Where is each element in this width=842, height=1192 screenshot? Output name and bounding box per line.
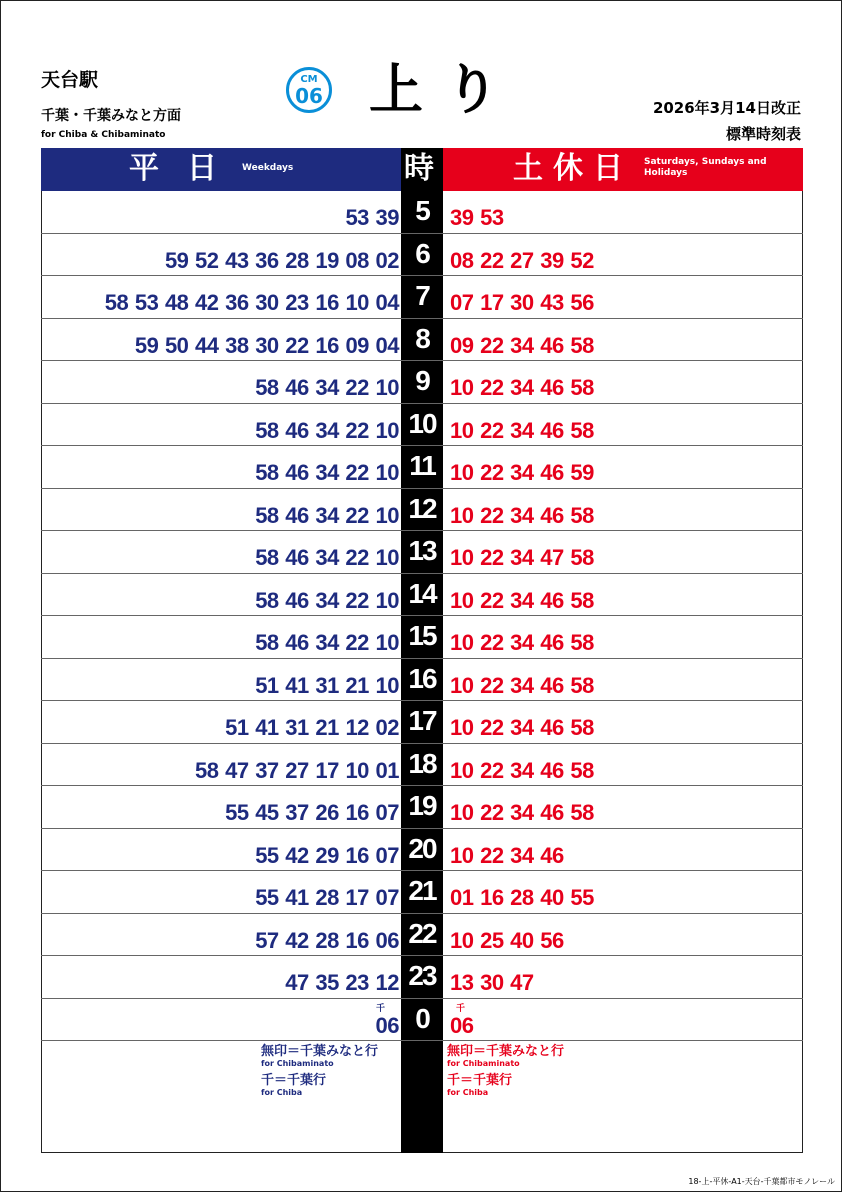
station-number-badge [286,67,332,113]
table-kind: 標準時刻表 [725,125,801,143]
weekday-minutes: 58 46 34 22 10 [255,375,399,400]
table-row [41,531,803,574]
table-row [41,361,803,404]
table-row [41,574,803,617]
table-row [41,829,803,872]
holiday-minutes: 10 22 34 46 58 [450,587,594,613]
direction-label-en: for Chiba & Chibaminato [41,130,166,140]
holiday-minutes: 10 22 34 46 58 [450,672,594,698]
hour-label: 23 [408,960,436,991]
hour-label: 7 [415,280,429,311]
weekday-minutes: 47 35 23 12 [285,970,399,995]
table-row [41,404,803,447]
table-row [41,914,803,957]
holiday-minutes: 07 17 30 43 56 [450,290,594,315]
hour-label: 0 [415,1002,429,1034]
table-row [41,616,803,659]
hour-header-label: 時 [404,151,434,186]
legend-chiba: 千＝千葉行 [447,1073,513,1088]
direction-label: 千葉・千葉みなと方面 [41,108,181,124]
legend-chiba-en: for Chiba [447,1088,489,1097]
holiday-minutes: 09 22 34 46 58 [450,332,594,358]
revision-date: 2026年3月14日改正 [652,99,801,117]
hour-label: 13 [408,535,436,566]
weekday-minutes: 51 41 31 21 12 02 [225,715,399,740]
table-row [41,191,803,234]
weekday-minutes: 55 42 29 16 07 [255,842,399,868]
hour-label: 14 [408,577,436,609]
holiday-minutes: 10 22 34 46 58 [450,375,594,400]
hour-label: 5 [415,195,429,226]
holiday-destination-mark: 千 [456,1003,466,1014]
table-row [41,234,803,277]
weekday-destination-mark: 千 [375,1003,385,1014]
hour-label: 18 [408,747,436,779]
holiday-minutes: 10 22 34 46 58 [450,502,594,528]
hour-label: 16 [408,662,436,694]
holiday-minutes: 10 22 34 46 58 [450,417,594,443]
legend-chiba: 千＝千葉行 [261,1073,327,1088]
holiday-minutes: 39 53 [450,205,504,230]
weekday-header-label: 平日 [129,151,245,186]
table-row [41,319,803,362]
holiday-header-label: 土休日 [513,151,633,186]
hour-label: 19 [408,790,436,821]
table-row [41,446,803,489]
holiday-minutes: 10 22 34 46 [450,842,564,868]
table-row [41,956,803,999]
weekday-minutes: 58 46 34 22 10 [255,502,399,528]
holiday-legend [447,1044,564,1102]
holiday-minutes: 13 30 47 [450,970,534,995]
hour-label: 20 [408,832,436,864]
hour-header [401,148,443,191]
holiday-minutes: 10 22 34 46 59 [450,460,594,485]
holiday-header-label-en: Saturdays, Sundays and Holidays [644,157,767,178]
weekday-minutes: 58 46 34 22 10 [255,545,399,570]
hour-label: 21 [408,875,436,906]
weekday-minutes: 58 46 34 22 10 [255,417,399,443]
station-number: 06 [295,84,323,108]
row-divider [41,1040,803,1041]
table-row [41,786,803,829]
hour-label: 8 [415,322,429,354]
hour-label: 11 [409,450,435,481]
hour-label: 15 [408,620,436,651]
legend-chiba-en: for Chiba [261,1088,303,1097]
weekday-minutes: 58 46 34 22 10 [255,460,399,485]
table-row [41,489,803,532]
table-row [41,999,803,1042]
hour-label: 6 [415,237,429,269]
holiday-minutes: 06 [450,1012,474,1038]
weekday-minutes: 58 46 34 22 10 [255,630,399,655]
footer-code: 18-上-平休-A1-天台-千葉都市モノレール [688,1177,835,1186]
weekday-minutes: 59 50 44 38 30 22 16 09 04 [134,332,399,358]
weekday-header [41,148,401,191]
holiday-minutes: 01 16 28 40 55 [450,885,594,910]
weekday-minutes: 57 42 28 16 06 [255,927,399,953]
legend-unmarked: 無印＝千葉みなと行 [261,1044,379,1059]
legend-unmarked-en: for Chibaminato [447,1059,520,1068]
holiday-minutes: 10 22 34 47 58 [450,545,594,570]
table-row [41,744,803,787]
hour-label: 22 [408,917,436,949]
weekday-minutes: 58 53 48 42 36 30 23 16 10 04 [104,290,399,315]
holiday-minutes: 10 22 34 46 58 [450,715,594,740]
legend-unmarked-en: for Chibaminato [261,1059,334,1068]
weekday-minutes: 51 41 31 21 10 [255,672,399,698]
hour-label: 17 [408,705,436,736]
weekday-header-label-en: Weekdays [242,163,294,173]
table-row [41,276,803,319]
weekday-minutes: 55 41 28 17 07 [255,885,399,910]
hour-label: 9 [415,365,429,396]
weekday-minutes: 58 47 37 27 17 10 01 [195,757,399,783]
weekday-minutes: 59 52 43 36 28 19 08 02 [164,247,399,273]
weekday-minutes: 58 46 34 22 10 [255,587,399,613]
holiday-minutes: 10 25 40 56 [450,927,564,953]
holiday-minutes: 10 22 34 46 58 [450,757,594,783]
weekday-legend [261,1044,378,1102]
holiday-minutes: 08 22 27 39 52 [450,247,594,273]
line-code: CM [300,74,318,85]
table-row [41,659,803,702]
holiday-minutes: 10 22 34 46 58 [450,800,594,825]
table-row [41,701,803,744]
bound-title: 上り [369,58,521,121]
hour-label: 10 [408,407,436,439]
table-row [41,871,803,914]
holiday-header [443,148,803,191]
weekday-minutes: 55 45 37 26 16 07 [225,800,399,825]
legend-unmarked: 無印＝千葉みなと行 [447,1044,565,1059]
weekday-minutes: 06 [375,1012,399,1038]
holiday-minutes: 10 22 34 46 58 [450,630,594,655]
station-name: 天台駅 [41,69,99,91]
weekday-minutes: 53 39 [345,205,399,230]
hour-label: 12 [408,492,436,524]
